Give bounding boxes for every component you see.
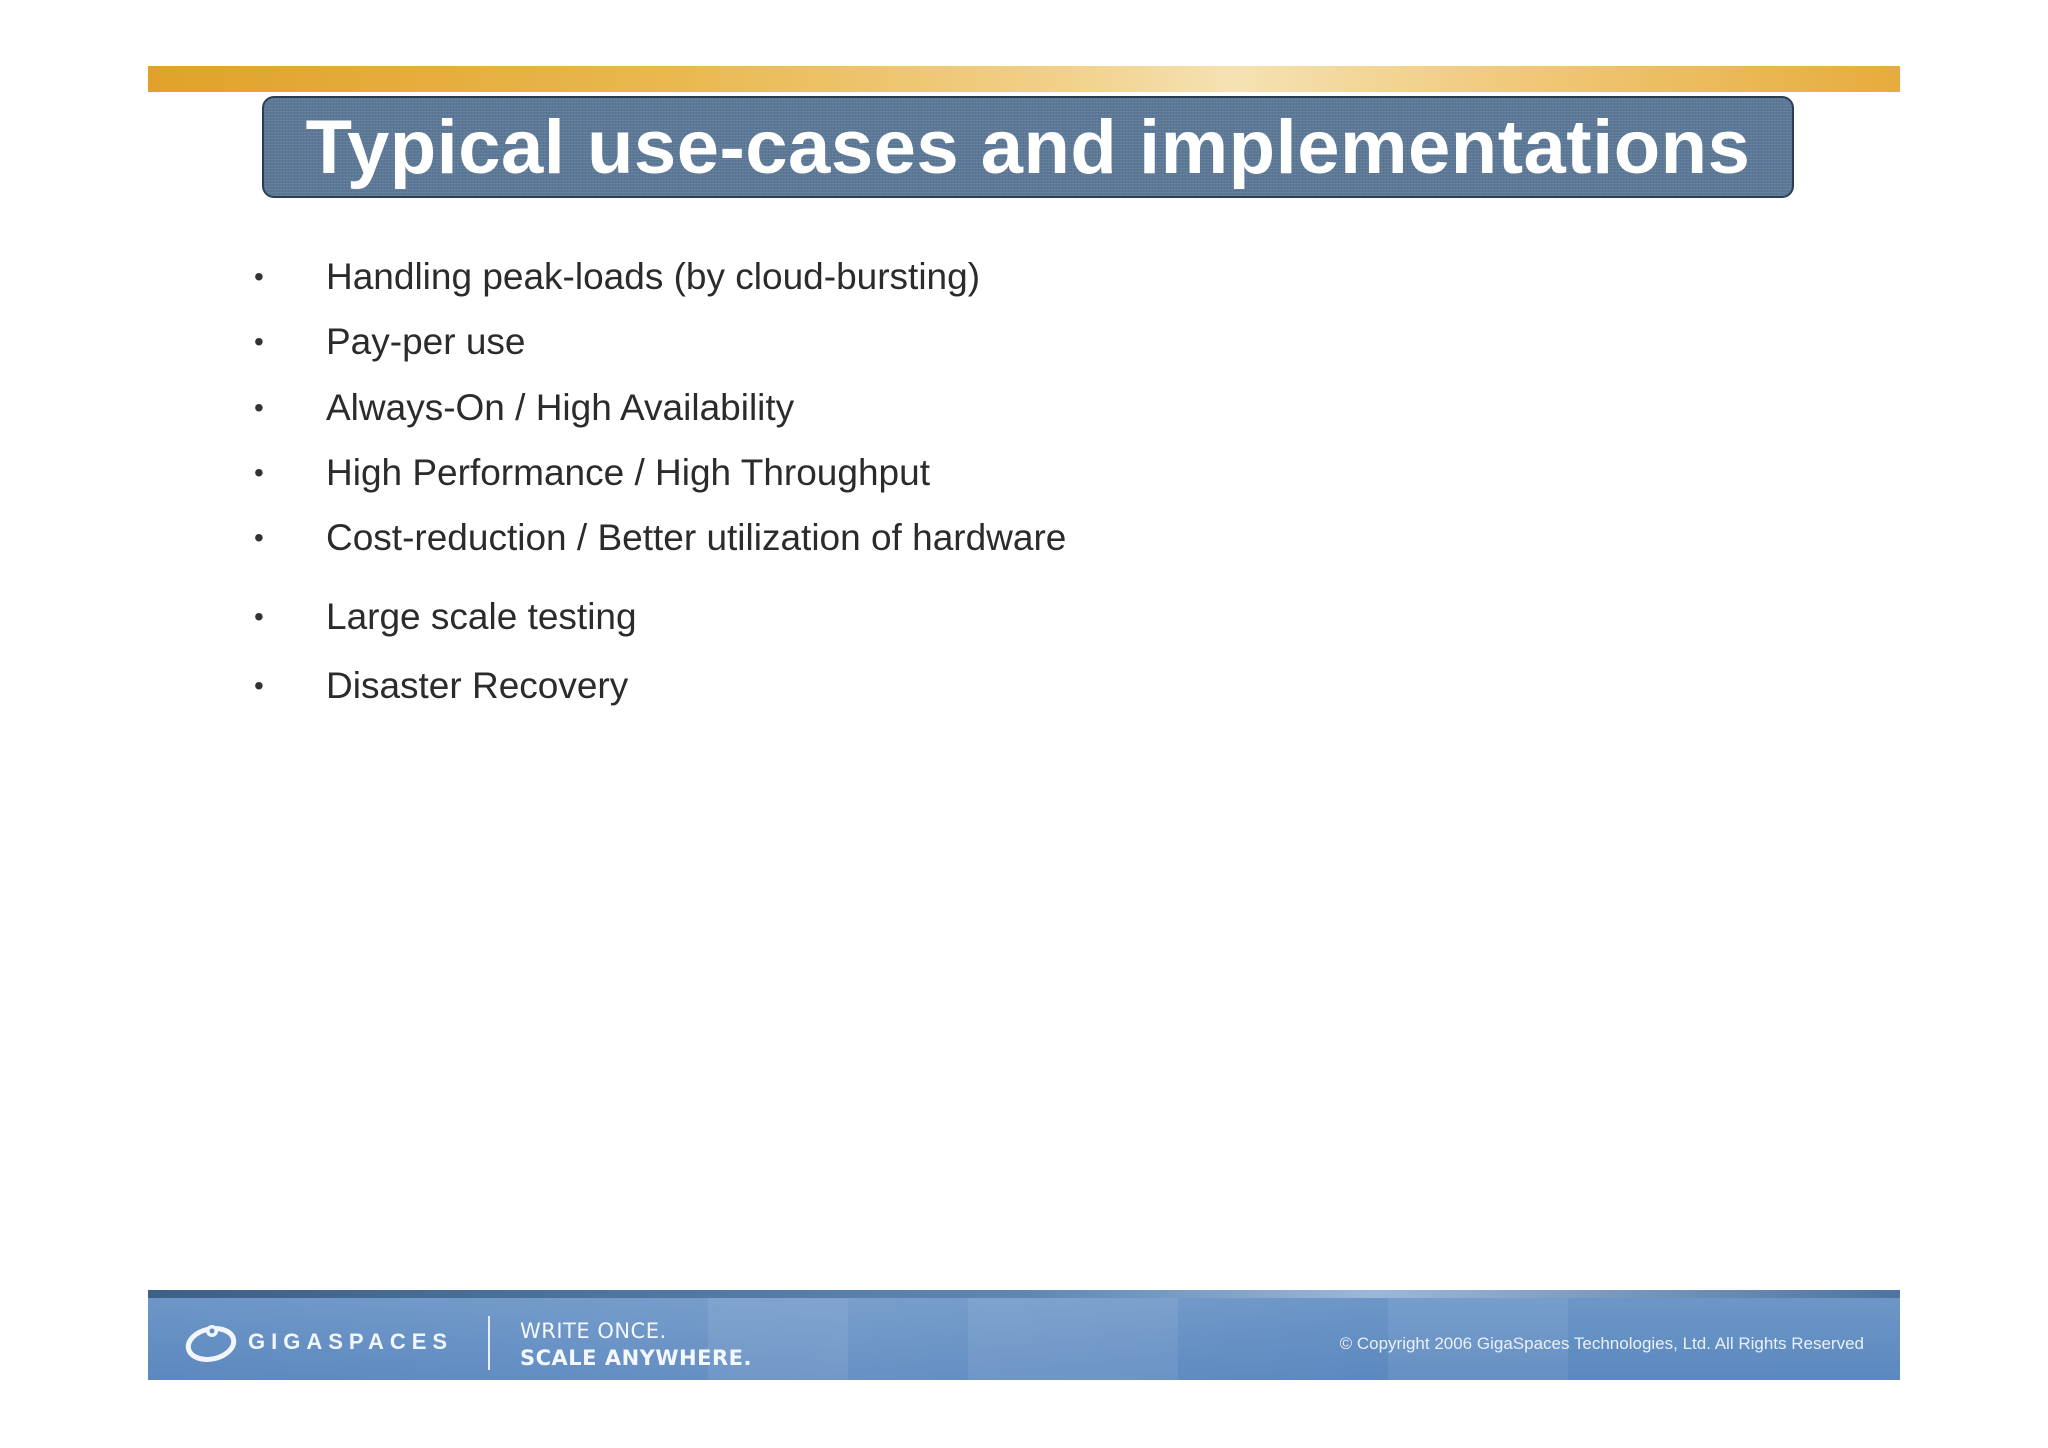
bullet-text: Pay-per use xyxy=(326,321,526,362)
bullet-text: Cost-reduction / Better utilization of hardware xyxy=(326,517,1067,558)
tagline-line-1: WRITE ONCE. xyxy=(520,1319,667,1343)
list-item xyxy=(248,661,628,711)
bullet-icon: • xyxy=(254,392,264,423)
swirl-logo-icon xyxy=(184,1320,242,1364)
bullet-icon: • xyxy=(254,601,264,632)
copyright-notice: © Copyright 2006 GigaSpaces Technologies, Ltd. All Rights Reserved xyxy=(1339,1334,1864,1353)
list-item xyxy=(248,317,526,367)
tagline-line-2: SCALE ANYWHERE. xyxy=(520,1346,752,1370)
list-item xyxy=(248,383,794,433)
bullet-icon: • xyxy=(254,522,264,553)
list-item xyxy=(248,513,1066,563)
bullet-text: Large scale testing xyxy=(326,596,637,637)
bullet-icon: • xyxy=(254,326,264,357)
footer-edge-stripe xyxy=(148,1290,1900,1298)
footer-band xyxy=(148,1290,1900,1380)
footer-divider xyxy=(488,1316,490,1370)
bullet-text: Disaster Recovery xyxy=(326,665,629,706)
logo-wordmark: GIGASPACES xyxy=(248,1329,454,1354)
bullet-icon: • xyxy=(254,670,264,701)
footer-decor-block xyxy=(968,1298,1178,1380)
slide-title: Typical use-cases and implementations xyxy=(305,104,1751,190)
list-item xyxy=(248,592,637,642)
tagline xyxy=(520,1318,752,1372)
list-item xyxy=(248,448,930,498)
bullet-icon: • xyxy=(254,457,264,488)
list-item xyxy=(248,252,980,302)
title-banner xyxy=(262,96,1794,198)
top-accent-bar xyxy=(148,66,1900,92)
gigaspaces-logo xyxy=(184,1320,453,1364)
bullet-text: Always-On / High Availability xyxy=(326,387,795,428)
bullet-icon: • xyxy=(254,261,264,292)
bullet-text: Handling peak-loads (by cloud-bursting) xyxy=(326,256,981,297)
bullet-text: High Performance / High Throughput xyxy=(326,452,930,493)
